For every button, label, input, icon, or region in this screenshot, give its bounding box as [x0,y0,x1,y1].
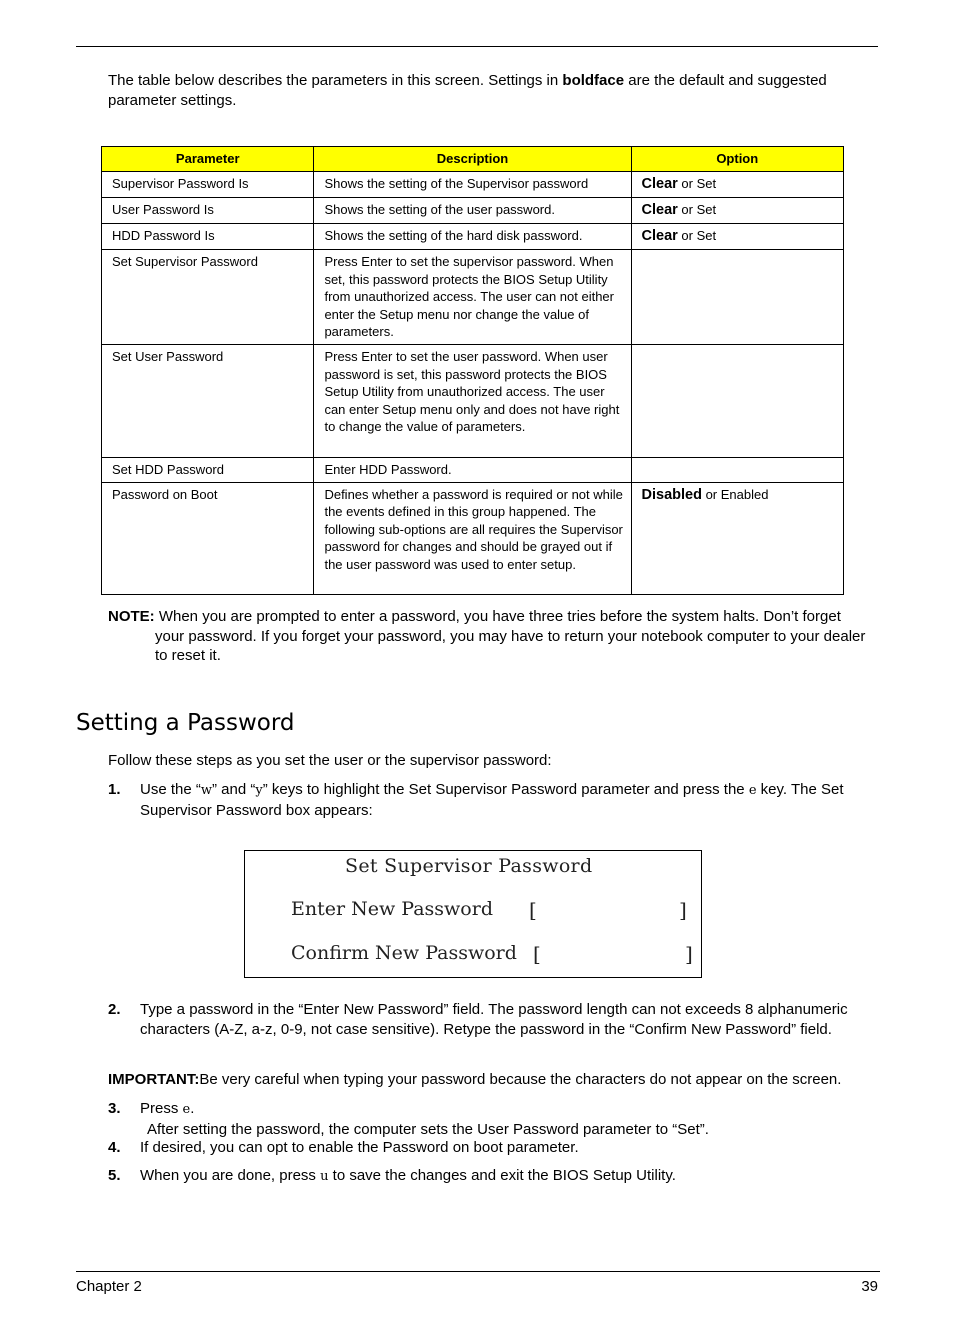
section-intro: Follow these steps as you set the user or the supervisor password: [108,752,552,769]
step-4 [108,1138,878,1158]
step-2 [108,1000,878,1039]
up-key-glyph: w [200,783,212,798]
footer-rule [76,1271,880,1272]
table-row [102,345,844,458]
step-text-part: . [190,1100,195,1117]
cell-option [631,458,843,483]
option-alternative: or Set [677,228,717,243]
option-alternative: or Set [677,202,717,217]
note-label: NOTE: [108,608,155,625]
note-continuation: your password. If you forget your password, you may have to return your notebook computer to your dealer to reset it. [155,627,866,664]
important-block [108,1071,898,1088]
note-block [108,607,878,666]
cell-parameter: Set User Password [102,345,314,458]
note-line1: When you are prompted to enter a password, you have three tries before the system halts. Don’t forget [154,608,841,625]
step-number: 4. [108,1139,121,1156]
step-text-part: key. The Set Supervisor Password box appears: [140,781,844,819]
cell-option [631,482,843,594]
cell-option [631,224,843,250]
intro-paragraph [108,71,888,110]
important-text: Be very careful when typing your password because the characters do not appear on the screen. [199,1071,842,1088]
table-row [102,250,844,345]
parameters-table [101,146,844,595]
cell-parameter: Supervisor Password Is [102,172,314,198]
cell-option [631,345,843,458]
confirm-password-right-bracket: ] [685,942,693,966]
option-default: Clear [641,228,678,244]
confirm-new-password-label: Confirm New Password [291,942,517,964]
step-1 [108,780,878,820]
table-row [102,172,844,198]
table-row [102,458,844,483]
cell-description: Shows the setting of the Supervisor password [314,172,631,198]
important-label: IMPORTANT: [108,1071,200,1088]
cell-parameter: Set HDD Password [102,458,314,483]
enter-password-left-bracket: [ [529,898,537,922]
enter-key-glyph: e [182,1102,191,1117]
option-default: Disabled [641,486,702,503]
enter-new-password-label: Enter New Password [291,898,493,920]
intro-text-before: The table below describes the parameters in this screen. Settings in [108,72,563,89]
section-title: Setting a Password [76,710,295,736]
header-rule [76,46,878,47]
step-followup-text: After setting the password, the computer sets the User Password parameter to “Set”. [147,1120,709,1138]
step-3 [108,1099,878,1139]
step-text [140,780,878,820]
step-text-part: Use the “ [140,781,201,798]
step-text [140,1099,878,1120]
step-number: 5. [108,1167,121,1184]
down-key-glyph: y [255,783,263,798]
intro-text-after: are the default and suggested parameter settings. [108,72,827,109]
cell-parameter: Password on Boot [102,482,314,594]
enter-key-glyph: e [748,783,757,798]
cell-description: Shows the setting of the hard disk password. [314,224,631,250]
step-text: Type a password in the “Enter New Password” field. The password length can not exceeds 8 alphanumeric characters (A-Z, a-z, 0-9, not case sensitive). Retype the password in the “Confirm New Password” field. [140,1001,848,1038]
footer-chapter: Chapter 2 [76,1278,142,1295]
table-row [102,224,844,250]
step-text-part: ” keys to highlight the Set Supervisor Password parameter and press the [262,781,749,798]
cell-option [631,172,843,198]
cell-description: Shows the setting of the user password. [314,198,631,224]
header-description: Description [314,147,631,172]
confirm-password-left-bracket: [ [533,942,541,966]
footer-page-number: 39 [861,1278,878,1295]
step-text: If desired, you can opt to enable the Password on boot parameter. [140,1139,579,1156]
step-number: 2. [108,1001,121,1018]
cell-parameter: HDD Password Is [102,224,314,250]
table-row [102,198,844,224]
enter-password-right-bracket: ] [679,898,687,922]
table-row [102,482,844,594]
option-alternative: or Enabled [701,486,769,502]
step-text-part: to save the changes and exit the BIOS Setup Utility. [328,1167,676,1184]
option-default: Clear [641,202,678,218]
cell-description: Enter HDD Password. [314,458,631,483]
cell-parameter: User Password Is [102,198,314,224]
cell-option [631,250,843,345]
cell-option [631,198,843,224]
option-alternative: or Set [677,176,717,191]
set-supervisor-password-dialog [244,850,702,978]
cell-description: Press Enter to set the user password. When user password is set, this password protects the BIOS Setup Utility from unauthorized access. The user can enter Setup menu only and does not have right to change the value of parameters. [314,345,631,458]
step-number: 3. [108,1100,121,1117]
step-5 [108,1166,878,1187]
step-text-part: Press [140,1100,183,1117]
cell-parameter: Set Supervisor Password [102,250,314,345]
header-option: Option [631,147,843,172]
save-key-glyph: u [320,1169,329,1184]
header-parameter: Parameter [102,147,314,172]
table-header-row [102,147,844,172]
cell-description: Defines whether a password is required or not while the events defined in this group happened. The following sub-options are all requires the Supervisor password for changes and should be grayed out if the user password was used to enter setup. [314,482,631,594]
step-text [140,1166,878,1187]
dialog-title: Set Supervisor Password [345,855,593,877]
step-number: 1. [108,781,121,798]
step-text-part: When you are done, press [140,1167,321,1184]
cell-description: Press Enter to set the supervisor password. When set, this password protects the BIOS Setup Utility from unauthorized access. The user can not either enter the Setup menu nor change the value of parameters. [314,250,631,345]
intro-bold-word: boldface [562,72,625,89]
step-text-part: ” and “ [212,781,256,798]
option-default: Clear [641,176,678,192]
